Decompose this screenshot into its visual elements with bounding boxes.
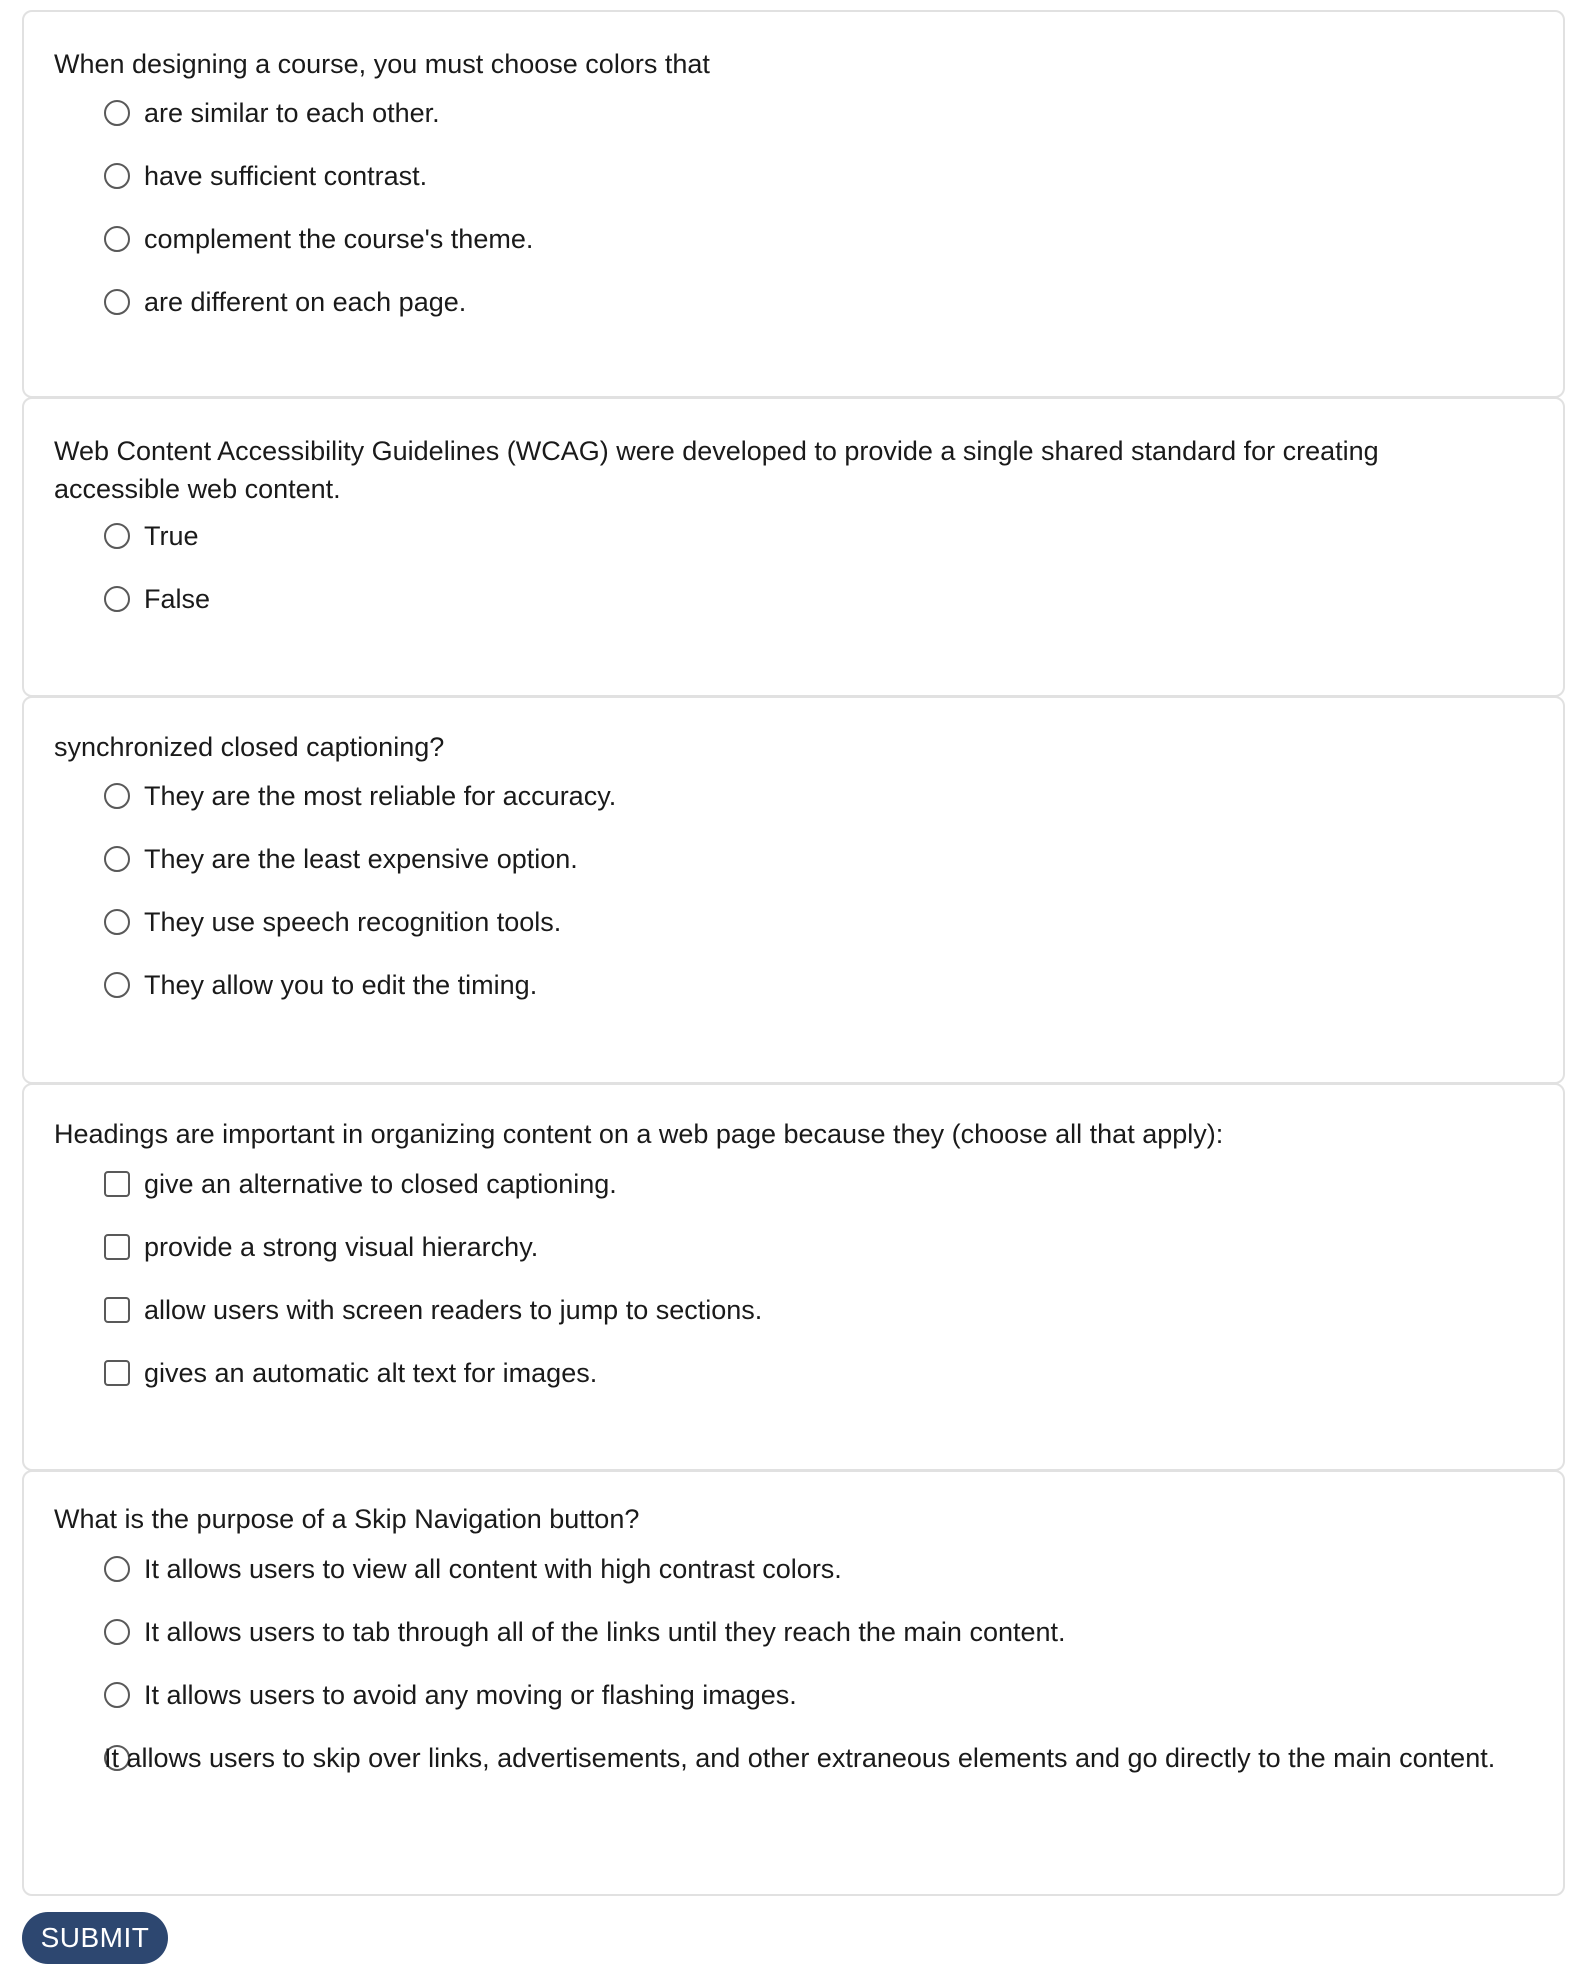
option-label: are different on each page. [144,287,467,317]
radio-button[interactable] [104,1619,130,1645]
radio-button[interactable] [104,783,130,809]
option-radio[interactable] [104,1676,1503,1714]
option-radio[interactable] [104,966,1503,1004]
option-radio[interactable] [104,157,1503,195]
option-label: True [144,521,199,551]
radio-button[interactable] [104,909,130,935]
question-text: What is the purpose of a Skip Navigation button? [54,1504,640,1534]
option-label: It allows users to view all content with high contrast colors. [144,1554,842,1584]
option-checkbox[interactable] [106,1228,1503,1266]
option-radio[interactable] [104,1739,1503,1777]
option-label: allow users with screen readers to jump to sections. [144,1295,763,1325]
option-label: gives an automatic alt text for images. [144,1358,598,1388]
option-checkbox[interactable] [106,1165,1503,1203]
option-radio[interactable] [104,580,1503,618]
option-label: They use speech recognition tools. [144,907,562,937]
option-radio[interactable] [104,840,1503,878]
radio-button[interactable] [104,226,130,252]
option-radio[interactable] [104,220,1503,258]
question-card-1 [22,10,1565,398]
option-radio[interactable] [104,283,1503,321]
radio-button[interactable] [104,163,130,189]
checkbox[interactable] [104,1360,130,1386]
question-text: Web Content Accessibility Guidelines (WCAG) were developed to provide a single shared standard for creating accessible web content. [54,436,1379,504]
radio-button[interactable] [104,972,130,998]
question-card-2 [22,397,1565,697]
option-label: complement the course's theme. [144,224,534,254]
option-radio[interactable] [104,777,1503,815]
radio-button[interactable] [104,100,130,126]
option-label: It allows users to skip over links, advertisements, and other extraneous elements and go directly to the main content. [104,1743,1496,1773]
checkbox[interactable] [104,1171,130,1197]
question-text: synchronized closed captioning? [54,732,445,762]
submit-button[interactable]: SUBMIT [22,1912,168,1964]
question-card-4 [22,1083,1565,1471]
option-checkbox[interactable] [106,1354,1503,1392]
option-label: have sufficient contrast. [144,161,428,191]
radio-button[interactable] [104,586,130,612]
option-label: provide a strong visual hierarchy. [144,1232,539,1262]
option-label: are similar to each other. [144,98,440,128]
option-label: give an alternative to closed captioning. [144,1169,617,1199]
radio-button[interactable] [104,846,130,872]
question-text: Headings are important in organizing content on a web page because they (choose all that apply): [54,1119,1224,1149]
radio-button[interactable] [104,289,130,315]
option-label: They are the most reliable for accuracy. [144,781,617,811]
checkbox[interactable] [104,1297,130,1323]
question-text: When designing a course, you must choose colors that [54,49,710,79]
option-radio[interactable] [104,517,1503,555]
question-card-5 [22,1470,1565,1896]
radio-button[interactable] [104,1682,130,1708]
question-card-3 [22,696,1565,1084]
option-label: They are the least expensive option. [144,844,578,874]
option-radio[interactable] [104,1613,1503,1651]
option-checkbox[interactable] [106,1291,1503,1329]
option-label: It allows users to avoid any moving or flashing images. [144,1680,797,1710]
option-radio[interactable] [104,94,1503,132]
checkbox[interactable] [104,1234,130,1260]
option-label: It allows users to tab through all of the links until they reach the main content. [144,1617,1066,1647]
option-label: They allow you to edit the timing. [144,970,538,1000]
option-radio[interactable] [104,1550,1503,1588]
option-radio[interactable] [104,903,1503,941]
radio-button[interactable] [104,1556,130,1582]
option-label: False [144,584,211,614]
radio-button[interactable] [104,523,130,549]
